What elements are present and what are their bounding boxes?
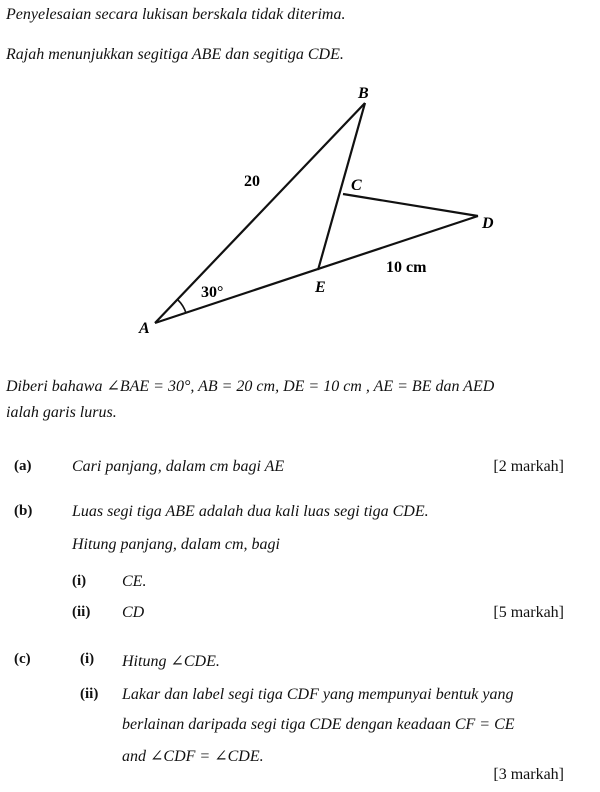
question-c-marks: [3 markah] [493, 766, 564, 783]
question-b-i-text: CE. [122, 573, 147, 590]
question-b-i-label: (i) [72, 573, 87, 589]
segment-CD [343, 194, 478, 216]
question-c-i-label: (i) [80, 651, 95, 667]
question-c-i-text: Hitung ∠CDE. [122, 653, 220, 670]
vertex-label-E: E [315, 279, 326, 296]
vertex-label-A: A [139, 320, 150, 337]
question-c-ii-line2: berlainan daripada segi tiga CDE dengan keadaan CF = CE [122, 716, 515, 733]
question-b-text: Luas segi tiga ABE adalah dua kali luas segi tiga CDE. [72, 503, 429, 520]
question-c-ii-line1: Lakar dan label segi tiga CDF yang mempunyai bentuk yang [122, 686, 514, 703]
question-c-label: (c) [14, 651, 31, 667]
question-b-label: (b) [14, 503, 33, 519]
question-c-ii-label: (ii) [80, 686, 99, 702]
question-a-text: Cari panjang, dalam cm bagi AE [72, 458, 285, 475]
intro-figure-description: Rajah menunjukkan segitiga ABE dan segitiga CDE. [6, 46, 344, 63]
question-c-ii-line3: and ∠CDF = ∠CDE. [122, 748, 264, 765]
intro-instruction: Penyelesaian secara lukisan berskala tidak diterima. [6, 6, 346, 23]
question-a-label: (a) [14, 458, 32, 474]
question-b-ii-text: CD [122, 604, 145, 621]
length-label-DE: 10 cm [386, 259, 427, 276]
segment-AD [155, 216, 478, 323]
triangle-figure [0, 0, 600, 360]
vertex-label-C: C [351, 177, 362, 194]
question-a-marks: [2 markah] [493, 458, 564, 475]
angle-label-A: 30° [201, 284, 224, 301]
question-b-marks: [5 markah] [493, 604, 564, 621]
given-statement: Diberi bahawa ∠BAE = 30°, AB = 20 cm, DE = 10 cm , AE = BE dan AED [6, 378, 495, 395]
vertex-label-B: B [358, 85, 369, 102]
vertex-label-D: D [482, 215, 494, 232]
question-b-ii-label: (ii) [72, 604, 91, 620]
length-label-AB: 20 [244, 173, 260, 190]
given-statement-cont: ialah garis lurus. [6, 404, 117, 421]
question-b-subtext: Hitung panjang, dalam cm, bagi [72, 536, 280, 553]
angle-arc-A [178, 300, 186, 313]
